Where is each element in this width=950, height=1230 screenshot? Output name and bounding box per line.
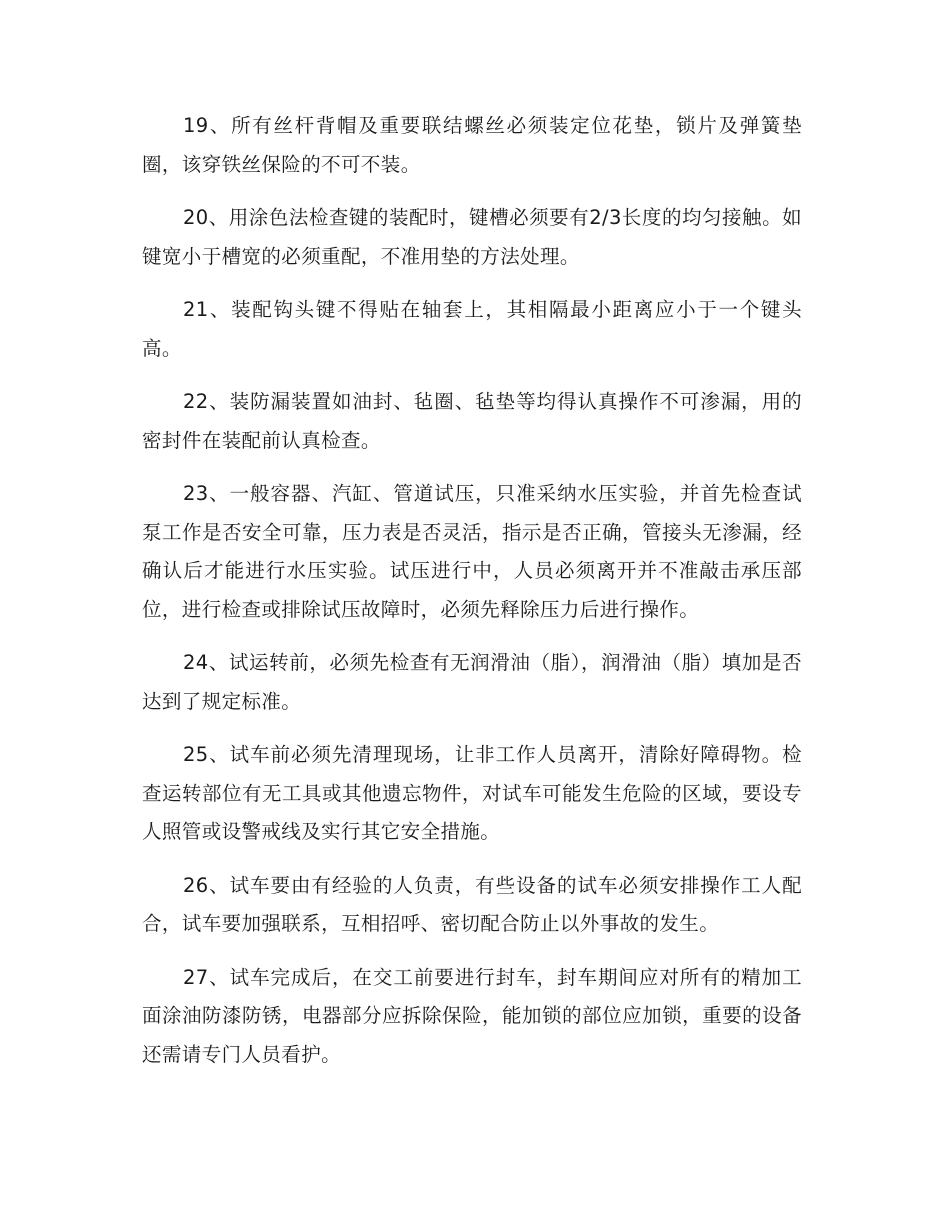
paragraph-27: 27、试车完成后，在交工前要进行封车，封车期间应对所有的精加工面涂油防漆防锈，电器部分应拆除保险，能加锁的部位应加锁，重要的设备还需请专门人员看护。	[142, 965, 802, 1066]
paragraph-23: 23、一般容器、汽缸、管道试压，只准采纳水压实验，并首先检查试泵工作是否安全可靠，压力表是否灵活，指示是否正确，管接头无渗漏，经确认后才能进行水压实验。试压进行中，人员必须离开并不准敲击承压部位，进行检查或排除试压故障时，必须先释除压力后进行操作。	[142, 482, 802, 621]
paragraph-22: 22、装防漏装置如油封、毡圈、毡垫等均得认真操作不可渗漏，用的密封件在装配前认真检查。	[142, 390, 802, 452]
paragraph-24: 24、试运转前，必须先检查有无润滑油（脂），润滑油（脂）填加是否达到了规定标准。	[142, 651, 802, 713]
paragraph-19: 19、所有丝杆背帽及重要联结螺丝必须装定位花垫，锁片及弹簧垫圈，该穿铁丝保险的不可不装。	[142, 114, 802, 176]
document-body	[142, 107, 802, 1089]
paragraph-20: 20、用涂色法检查键的装配时，键槽必须要有2/3长度的均匀接触。如键宽小于槽宽的必须重配，不准用垫的方法处理。	[142, 206, 802, 268]
paragraph-21: 21、装配钩头键不得贴在轴套上，其相隔最小距离应小于一个键头高。	[142, 298, 802, 360]
paragraph-26: 26、试车要由有经验的人负责，有些设备的试车必须安排操作工人配合，试车要加强联系，互相招呼、密切配合防止以外事故的发生。	[142, 873, 802, 935]
paragraph-25: 25、试车前必须先清理现场，让非工作人员离开，清除好障碍物。检查运转部位有无工具或其他遗忘物件，对试车可能发生危险的区域，要设专人照管或设警戒线及实行其它安全措施。	[142, 743, 802, 843]
